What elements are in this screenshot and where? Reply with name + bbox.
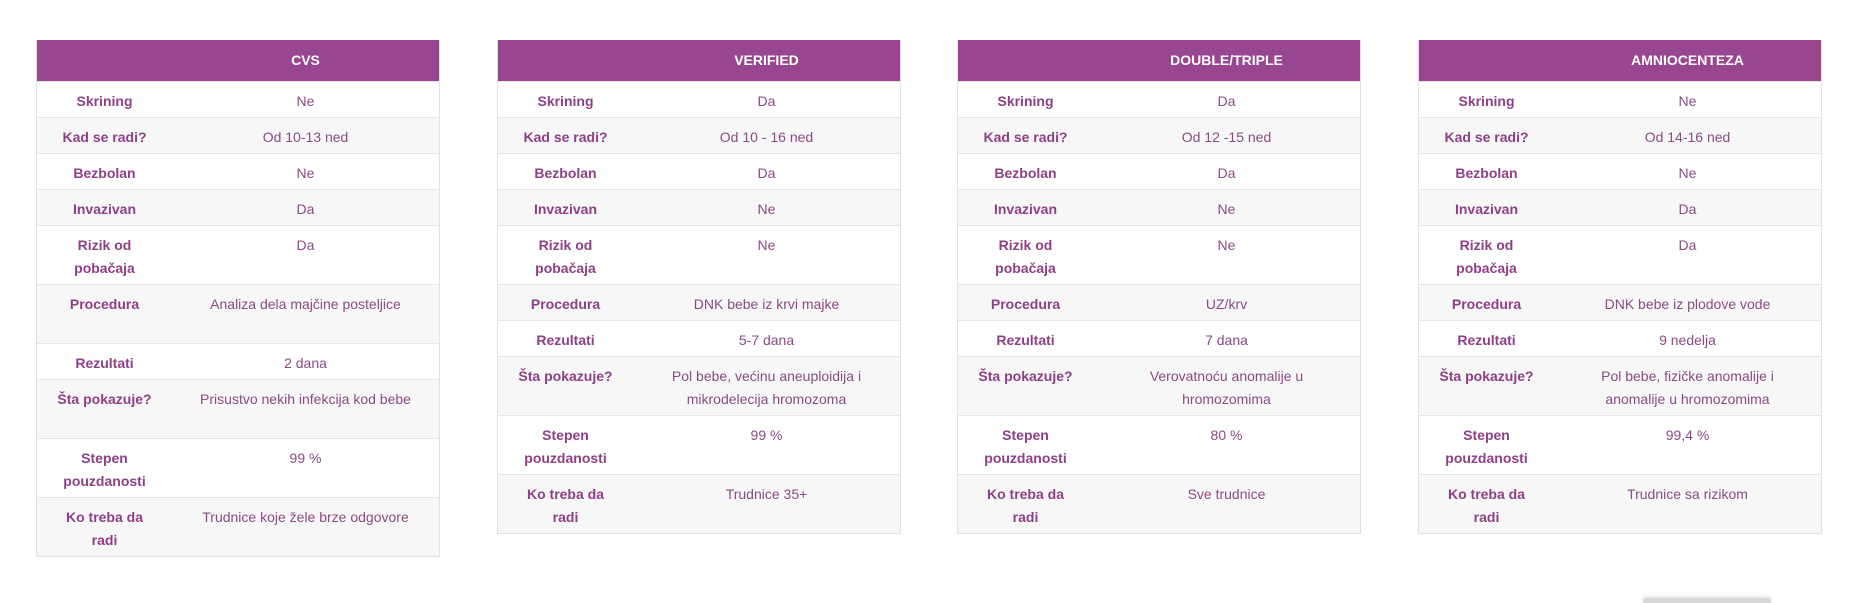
row-label: Skrining	[537, 93, 594, 109]
row-label: Ko treba da radi	[1447, 486, 1525, 525]
table-title: CVS	[291, 52, 320, 68]
table-row	[498, 356, 900, 415]
table-row	[37, 153, 439, 189]
table-row	[1419, 415, 1821, 474]
table-row	[958, 415, 1360, 474]
row-value: Da	[1678, 201, 1697, 217]
row-label: Šta pokazuje?	[1439, 368, 1534, 384]
table-row	[37, 379, 439, 438]
row-label: Rezultati	[75, 355, 134, 371]
row-value: Pol bebe, fizičke anomalije i anomalije u hromozomima	[1601, 368, 1774, 407]
table-row	[958, 356, 1360, 415]
row-label: Ko treba da radi	[526, 486, 604, 525]
row-value: Da	[757, 93, 776, 109]
floating-widget-edge[interactable]	[1643, 598, 1771, 603]
table-row	[1419, 189, 1821, 225]
row-label: Šta pokazuje?	[978, 368, 1073, 384]
row-label: Procedura	[530, 296, 601, 312]
row-label: Bezbolan	[994, 165, 1057, 181]
row-label: Ko treba da radi	[986, 486, 1064, 525]
row-value: Verovatnoću anomalije u hromozomima	[1149, 368, 1304, 407]
row-value: UZ/krv	[1205, 296, 1248, 312]
table-row	[1419, 81, 1821, 117]
row-label: Rizik od pobačaja	[74, 237, 135, 276]
row-value: Od 10-13 ned	[262, 129, 349, 145]
comparison-table-verified	[497, 40, 901, 534]
row-value: Da	[296, 201, 315, 217]
table-row	[958, 225, 1360, 284]
row-value: 5-7 dana	[738, 332, 795, 348]
row-label: Skrining	[76, 93, 133, 109]
row-label: Skrining	[997, 93, 1054, 109]
row-label: Kad se radi?	[1444, 129, 1529, 145]
table-row	[1419, 153, 1821, 189]
header-corner	[1419, 40, 1554, 81]
table-row	[37, 497, 439, 556]
table-title: DOUBLE/TRIPLE	[1170, 52, 1283, 68]
table-row	[37, 438, 439, 497]
row-value: 9 nedelja	[1659, 332, 1716, 348]
row-value: Da	[1678, 237, 1697, 253]
row-value: Od 14-16 ned	[1644, 129, 1731, 145]
table-row	[1419, 225, 1821, 284]
table-row	[958, 81, 1360, 117]
row-value: Prisustvo nekih infekcija kod bebe	[200, 391, 411, 407]
row-label: Bezbolan	[1455, 165, 1518, 181]
table-row	[498, 474, 900, 533]
table-row	[958, 474, 1360, 533]
table-row	[498, 153, 900, 189]
table-row	[37, 343, 439, 379]
table-row	[37, 284, 439, 343]
table-row	[498, 81, 900, 117]
row-label: Rezultati	[1457, 332, 1516, 348]
table-row	[958, 284, 1360, 320]
row-value: Sve trudnice	[1187, 486, 1266, 502]
row-value: Ne	[296, 93, 315, 109]
row-value: Od 12 -15 ned	[1181, 129, 1272, 145]
table-row	[1419, 117, 1821, 153]
row-value: 2 dana	[284, 355, 327, 371]
table-row	[1419, 356, 1821, 415]
row-label: Rizik od pobačaja	[995, 237, 1056, 276]
row-label: Rizik od pobačaja	[1456, 237, 1517, 276]
row-value: 99,4 %	[1665, 427, 1710, 443]
table-header	[958, 40, 1360, 81]
comparison-table-cvs	[36, 40, 440, 557]
header-corner	[958, 40, 1093, 81]
row-label: Kad se radi?	[62, 129, 147, 145]
row-value: Od 10 - 16 ned	[719, 129, 814, 145]
table-title: VERIFIED	[734, 52, 799, 68]
table-row	[498, 189, 900, 225]
row-value: Ne	[757, 201, 776, 217]
row-value: Analiza dela majčine posteljice	[210, 296, 401, 312]
header-corner	[37, 40, 172, 81]
row-label: Kad se radi?	[523, 129, 608, 145]
comparison-table-amniocenteza	[1418, 40, 1822, 534]
row-value: DNK bebe iz krvi majke	[693, 296, 840, 312]
table-title: AMNIOCENTEZA	[1631, 52, 1744, 68]
row-label: Procedura	[990, 296, 1061, 312]
row-label: Rizik od pobačaja	[535, 237, 596, 276]
row-value: Da	[1217, 165, 1236, 181]
row-value: DNK bebe iz plodove vode	[1604, 296, 1771, 312]
table-row	[498, 284, 900, 320]
table-row	[498, 117, 900, 153]
header-corner	[498, 40, 633, 81]
row-value: 7 dana	[1205, 332, 1248, 348]
row-label: Šta pokazuje?	[57, 391, 152, 407]
table-header	[1419, 40, 1821, 81]
row-value: Ne	[1217, 237, 1236, 253]
row-label: Skrining	[1458, 93, 1515, 109]
table-row	[958, 189, 1360, 225]
row-value: 99 %	[750, 427, 783, 443]
table-row	[1419, 320, 1821, 356]
row-label: Invazivan	[993, 201, 1058, 217]
row-value: Da	[1217, 93, 1236, 109]
row-label: Kad se radi?	[983, 129, 1068, 145]
row-label: Rezultati	[536, 332, 595, 348]
table-row	[1419, 474, 1821, 533]
table-row	[1419, 284, 1821, 320]
table-row	[958, 320, 1360, 356]
row-label: Procedura	[1451, 296, 1522, 312]
row-value: Ne	[1678, 165, 1697, 181]
row-value: 99 %	[289, 450, 322, 466]
table-row	[498, 225, 900, 284]
table-row	[37, 81, 439, 117]
row-label: Stepen pouzdanosti	[524, 427, 607, 466]
table-row	[37, 225, 439, 284]
table-header	[37, 40, 439, 81]
row-label: Stepen pouzdanosti	[1445, 427, 1528, 466]
comparison-table-double-triple	[957, 40, 1361, 534]
row-value: Pol bebe, većinu aneuploidija i mikrodelecija hromozoma	[671, 368, 862, 407]
row-label: Stepen pouzdanosti	[984, 427, 1067, 466]
row-value: Ne	[1678, 93, 1697, 109]
row-label: Procedura	[69, 296, 140, 312]
row-label: Ko treba da radi	[65, 509, 143, 548]
row-value: Da	[757, 165, 776, 181]
row-value: Ne	[1217, 201, 1236, 217]
row-label: Bezbolan	[73, 165, 136, 181]
table-row	[498, 320, 900, 356]
table-row	[37, 189, 439, 225]
row-value: Ne	[296, 165, 315, 181]
row-label: Invazivan	[72, 201, 137, 217]
table-row	[37, 117, 439, 153]
row-label: Invazivan	[533, 201, 598, 217]
row-value: Da	[296, 237, 315, 253]
table-row	[958, 117, 1360, 153]
row-value: Trudnice sa rizikom	[1627, 486, 1748, 502]
row-label: Rezultati	[996, 332, 1055, 348]
table-row	[958, 153, 1360, 189]
row-value: Trudnice koje žele brze odgovore	[202, 509, 409, 525]
table-header	[498, 40, 900, 81]
row-value: Ne	[757, 237, 776, 253]
row-value: Trudnice 35+	[725, 486, 808, 502]
table-row	[498, 415, 900, 474]
row-label: Stepen pouzdanosti	[63, 450, 146, 489]
row-label: Invazivan	[1454, 201, 1519, 217]
row-label: Bezbolan	[534, 165, 597, 181]
row-label: Šta pokazuje?	[518, 368, 613, 384]
row-value: 80 %	[1210, 427, 1243, 443]
